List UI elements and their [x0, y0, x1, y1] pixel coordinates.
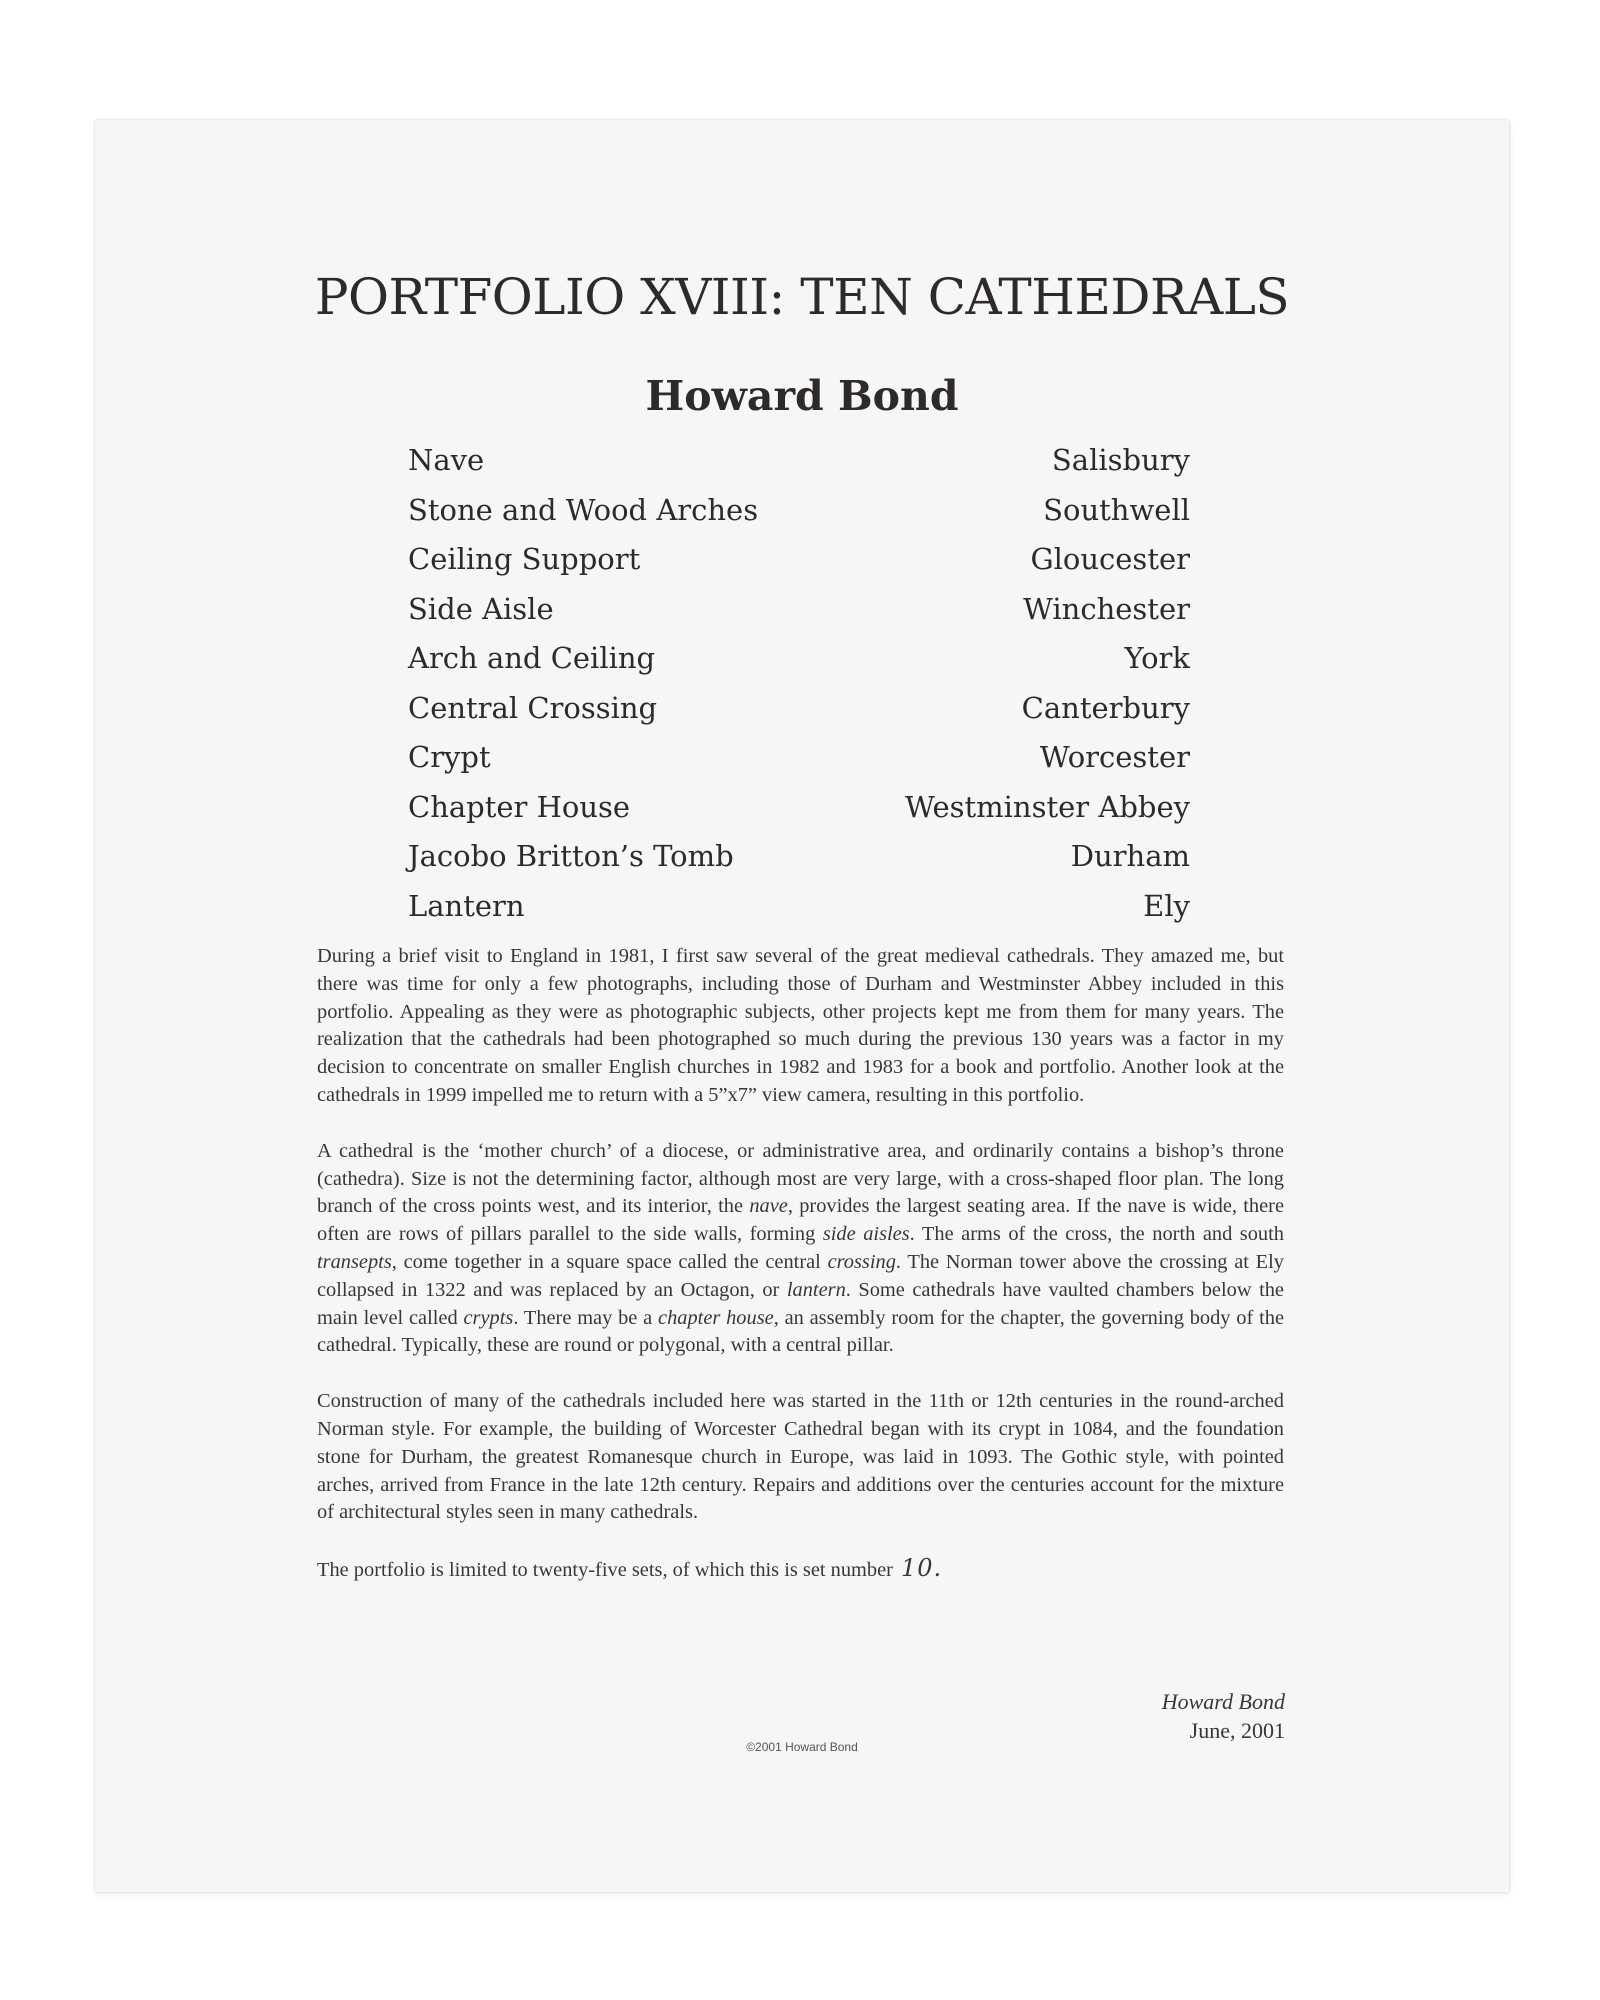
plate-row: [408, 733, 1190, 783]
plate-cathedral: York: [1124, 641, 1190, 675]
set-number: 10.: [900, 1554, 943, 1583]
plate-cathedral: Winchester: [1023, 591, 1190, 626]
plate-row: [408, 436, 1190, 486]
term-crypts: crypts: [463, 1306, 514, 1329]
term-nave: nave: [749, 1195, 788, 1218]
plate-cathedral: Westminster Abbey: [905, 789, 1190, 824]
paragraph-construction: Construction of many of the cathedrals included here was started in the 11th or 12th centuries in the round-arched Norman style. For example, the building of Worcester Cathedral began with its crypt in 1084, and the foundation stone for Durham, the greatest Romanesque church in Europe, was laid in 1093. The Gothic style, with pointed arches, arrived from France in the late 12th century. Repairs and additions over the centuries account for the mixture of architectural styles seen in many cathedrals.: [317, 1390, 1284, 1524]
term-lantern: lantern: [786, 1278, 846, 1301]
plate-subject: Lantern: [408, 888, 525, 923]
text-run: , provides the largest seating area. If the nave is wide, there often are rows of pillars parallel to the side walls, forming: [317, 1195, 1284, 1246]
term-transepts: transepts: [317, 1250, 392, 1273]
text-run: A cathedral is the ‘mother church’ of a diocese, or administrative area, and ordinarily contains a bishop’s throne (cathedra). Size is not the determining factor, although most are very large, with a cross-shaped floor plan. The long branch of the cross points west, and its interior, the: [317, 1139, 1284, 1218]
plate-row: [408, 684, 1190, 734]
plate-subject: Side Aisle: [408, 591, 554, 626]
plate-row: [408, 832, 1190, 882]
signature-date: June, 2001: [1189, 1718, 1285, 1743]
plate-subject: Jacobo Britton’s Tomb: [408, 839, 734, 873]
text-run: . Some cathedrals have vaulted chambers below the main level called: [317, 1278, 1284, 1329]
plate-cathedral: Southwell: [1043, 492, 1190, 527]
term-chapter-house: chapter house: [658, 1306, 774, 1329]
plate-row: [408, 783, 1190, 833]
plate-cathedral: Ely: [1143, 888, 1190, 923]
signature-block: [1162, 1687, 1285, 1745]
text-run: . The Norman tower above the crossing at Ely collapsed in 1322 and was replaced by an Octagon, or: [317, 1250, 1284, 1301]
plate-cathedral: Durham: [1070, 839, 1190, 873]
term-side-aisles: side aisles: [822, 1223, 910, 1246]
portfolio-sheet: [95, 120, 1509, 1892]
copyright-notice: ©2001 Howard Bond: [746, 1740, 858, 1754]
author-name: Howard Bond: [645, 372, 959, 420]
introduction-text: [317, 943, 1284, 1613]
plate-subject: Crypt: [408, 740, 491, 774]
plate-subject: Arch and Ceiling: [408, 641, 656, 675]
plate-row: [408, 585, 1190, 635]
plate-cathedral: Salisbury: [1051, 443, 1190, 477]
edition-limit-text: The portfolio is limited to twenty-five sets, of which this is set number: [317, 1559, 893, 1582]
text-run: , come together in a square space called the central: [391, 1250, 828, 1273]
plate-subject: Chapter House: [408, 789, 631, 824]
plate-cathedral: Gloucester: [1030, 542, 1190, 576]
plate-subject: Nave: [408, 443, 485, 477]
paragraph-history: During a brief visit to England in 1981, I first saw several of the great medieval cathedrals. They amazed me, but there was time for only a few photographs, including those of Durham and Westminster Abbey included in this portfolio. Appealing as they were as photographic subjects, other projects kept me from them for many years. The realization that the cathedrals had been photographed so much during the previous 130 years was a factor in my decision to concentrate on smaller English churches in 1982 and 1983 for a book and portfolio. Another look at the cathedrals in 1999 impelled me to return with a 5”x7” view camera, resulting in this portfolio.: [317, 945, 1284, 1106]
plate-row: [408, 634, 1190, 684]
plate-list: [408, 436, 1190, 931]
paragraph-definitions: [317, 1138, 1284, 1360]
plate-subject: Stone and Wood Arches: [408, 492, 759, 527]
text-run: , an assembly room for the chapter, the governing body of the cathedral. Typically, these are round or polygonal, with a central pillar.: [317, 1306, 1284, 1357]
plate-subject: Ceiling Support: [408, 542, 641, 576]
plate-cathedral: Worcester: [1039, 740, 1190, 774]
plate-row: [408, 535, 1190, 585]
text-run: . The arms of the cross, the north and south: [909, 1223, 1284, 1246]
page-title: PORTFOLIO XVIII: TEN CATHEDRALS: [314, 268, 1290, 326]
plate-cathedral: Canterbury: [1021, 690, 1190, 725]
plate-row: [408, 486, 1190, 536]
plate-subject: Central Crossing: [408, 690, 658, 725]
plate-row: [408, 882, 1190, 932]
term-crossing: crossing: [827, 1250, 896, 1273]
signature-name: Howard Bond: [1161, 1689, 1285, 1714]
edition-limit-line: [317, 1555, 1284, 1585]
text-run: . There may be a: [513, 1306, 659, 1329]
